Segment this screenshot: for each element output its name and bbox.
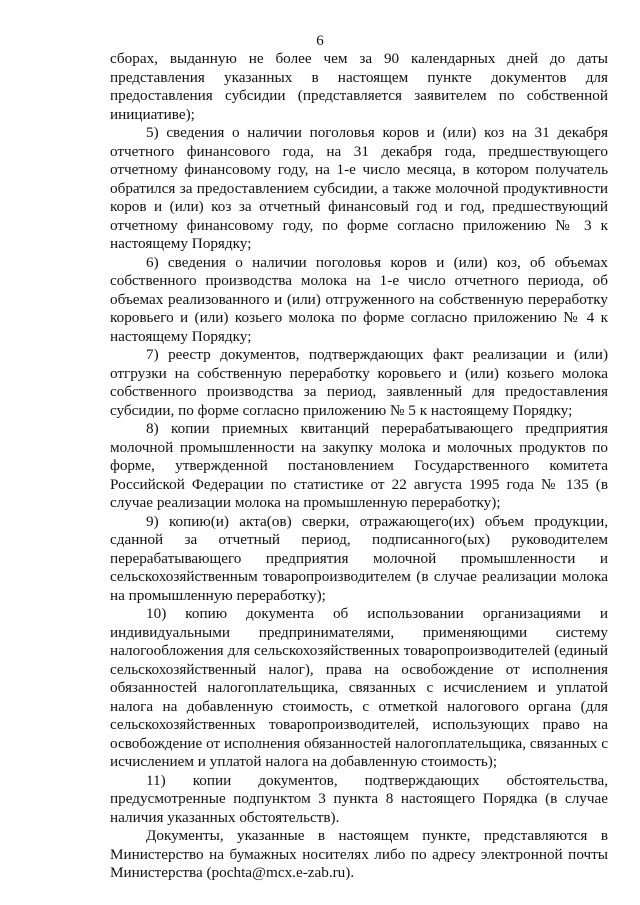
paragraph-item-5: 5) сведения о наличии поголовья коров и (или) коз на 31 декабря отчетного финансового года, на 31 декабря года, предшествующего отчетному финансовому году, на 1-е число месяца, в котором получатель обратился за предоставлением субсидии, а также молочной продуктивности коров и (или) коз за отчетный финансовый год и год, предшествующий отчетному финансовому году, по форме согласно приложению № 3 к настоящему Порядку; bbox=[110, 124, 608, 252]
paragraph-item-7: 7) реестр документов, подтверждающих факт реализации и (или) отгрузки на собственную переработку коровьего и (или) козьего молока собственного производства за период, заявленный для предоставления субсидии, по форме согласно приложению № 5 к настоящему Порядку; bbox=[110, 346, 608, 419]
paragraph-item-8: 8) копии приемных квитанций перерабатывающего предприятия молочной промышленности на закупку молока и молочных продуктов по форме, утвержденной постановлением Государственного комитета Российской Федерации по статистике от 22 августа 1995 года № 135 (в случае реализации молока на промышленную переработку); bbox=[110, 420, 608, 511]
paragraph-continuation: сборах, выданную не более чем за 90 календарных дней до даты представления указанных в настоящем пункте документов для предоставления субсидии (представляется заявителем по собственной инициативе); bbox=[110, 50, 608, 123]
paragraph-closing: Документы, указанные в настоящем пункте, представляются в Министерство на бумажных носителях либо по адресу электронной почты Министерства (pochta@mcx.e-zab.ru). bbox=[110, 827, 608, 881]
paragraph-item-9: 9) копию(и) акта(ов) сверки, отражающего(их) объем продукции, сданной за отчетный период, подписанного(ых) руководителем перерабатывающего предприятия молочной промышленности и сельскохозяйственным товаропроизводителем (в случае реализации молока на промышленную переработку); bbox=[110, 512, 608, 604]
paragraph-item-6: 6) сведения о наличии поголовья коров и (или) коз, об объемах собственного производства молока на 1-е число отчетного периода, об объемах реализованного и (или) отгруженного на собственную переработку коровьего и (или) козьего молока по форме согласно приложению № 4 к настоящему Порядку; bbox=[110, 253, 608, 345]
paragraph-item-10: 10) копию документа об использовании организациями и индивидуальными предпринимателями, применяющими систему налогообложения для сельскохозяйственных товаропроизводителей (единый сельскохозяйственный налог), права на освобождение от исполнения обязанностей налогоплательщика, связанных с исчислением и уплатой налога на добавленную стоимость, с отметкой налогового органа (для сельскохозяйственных товаропроизводителей, использующих право на освобождение от исполнения обязанностей налогоплательщика, связанных с исчислением и уплатой налога на добавленную стоимость); bbox=[110, 605, 608, 770]
page-number: 6 bbox=[316, 33, 324, 49]
paragraph-item-11: 11) копии документов, подтверждающих обстоятельства, предусмотренные подпунктом 3 пункта 8 настоящего Порядка (в случае наличия указанных обстоятельств). bbox=[110, 771, 608, 826]
document-body bbox=[110, 50, 608, 883]
